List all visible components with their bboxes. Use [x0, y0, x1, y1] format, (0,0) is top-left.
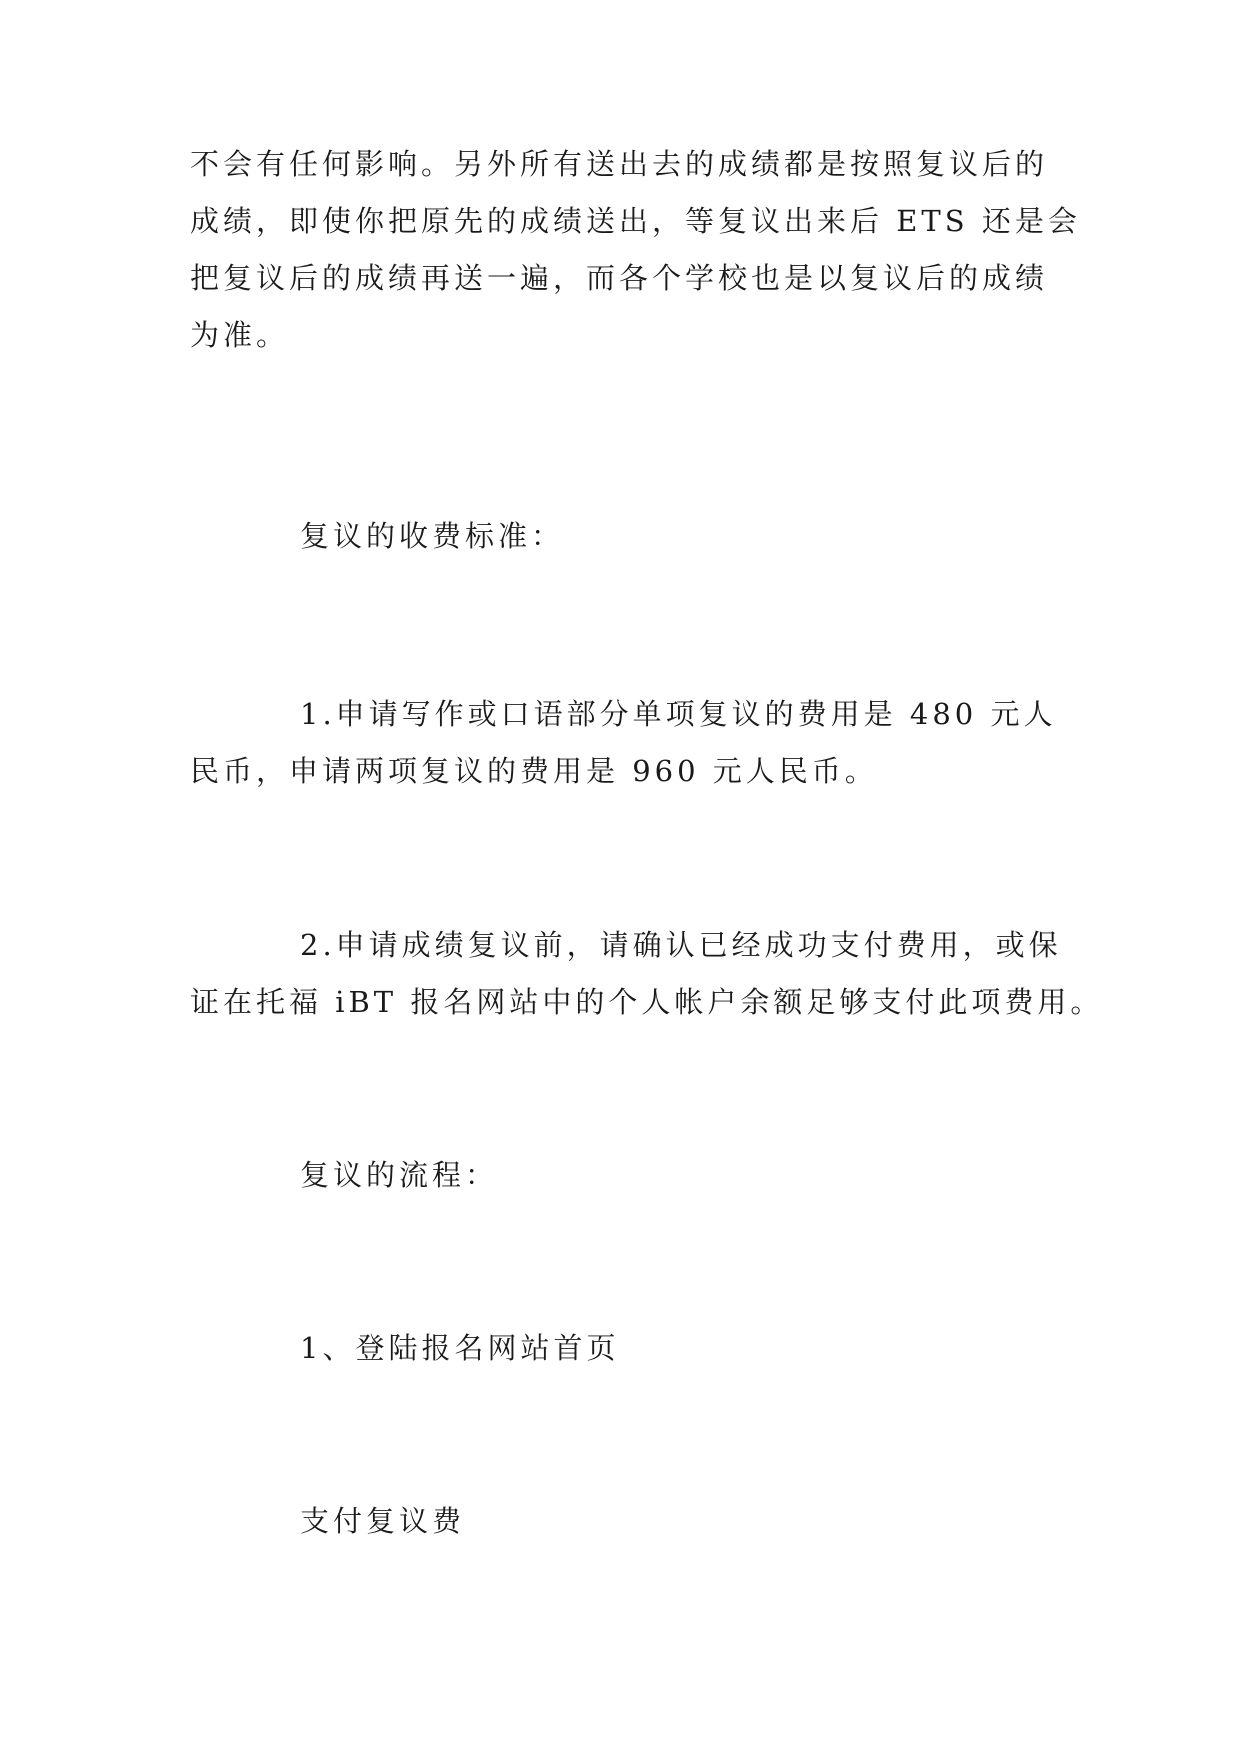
- text-line: 1、登陆报名网站首页: [300, 1331, 620, 1365]
- process-step-2: [190, 1493, 1070, 1550]
- text-line: 证在托福 iBT 报名网站中的个人帐户余额足够支付此项费用。: [190, 985, 1104, 1019]
- text-line: 成绩，即使你把原先的成绩送出，等复议出来后 ETS 还是会: [190, 204, 1081, 238]
- text-line: 2.申请成绩复议前，请确认已经成功支付费用，或保: [300, 928, 1062, 962]
- fee-item-2: [190, 917, 1104, 1031]
- text-line: 1.申请写作或口语部分单项复议的费用是 480 元人: [300, 697, 1057, 731]
- heading-process: [190, 1147, 1070, 1204]
- text-line: 民币，申请两项复议的费用是 960 元人民币。: [190, 754, 878, 788]
- heading-fee-standard: [190, 508, 1070, 565]
- paragraph-score-effect: [190, 136, 1081, 364]
- fee-item-1: [190, 686, 1070, 800]
- text-line: 把复议后的成绩再送一遍，而各个学校也是以复议后的成绩: [190, 261, 1049, 295]
- text-line: 不会有任何影响。另外所有送出去的成绩都是按照复议后的: [190, 147, 1049, 181]
- heading-text: 复议的收费标准：: [300, 519, 565, 553]
- heading-text: 复议的流程：: [300, 1158, 499, 1192]
- text-line: 为准。: [190, 318, 290, 352]
- text-line: 支付复议费: [300, 1504, 466, 1538]
- process-step-1: [190, 1320, 1070, 1377]
